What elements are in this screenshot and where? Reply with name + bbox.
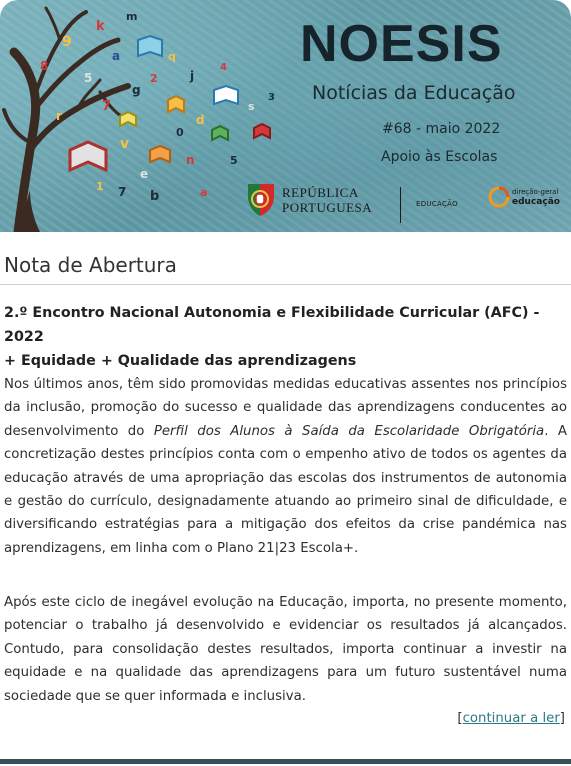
svg-text:1: 1 [96, 180, 104, 193]
dge-circle-icon [488, 186, 510, 208]
svg-text:7: 7 [102, 99, 112, 114]
read-more [457, 711, 565, 726]
headline-line-1: 2.º Encontro Nacional Autonomia e Flexibilidade Curricular (AFC) - 2022 [4, 305, 540, 345]
svg-text:a: a [200, 186, 208, 199]
svg-text:g: g [132, 83, 141, 97]
section-title: Nota de Abertura [4, 253, 177, 277]
read-more-link[interactable]: continuar a ler [462, 711, 560, 726]
svg-text:r: r [56, 109, 62, 123]
svg-text:a: a [112, 49, 121, 63]
svg-text:s: s [248, 100, 255, 113]
svg-text:v: v [120, 136, 130, 152]
section-divider [0, 284, 571, 285]
svg-text:n: n [186, 153, 195, 167]
article-headline [4, 301, 564, 373]
newsletter-banner [0, 0, 571, 232]
portugal-emblem-icon [244, 182, 278, 218]
svg-text:d: d [196, 113, 205, 127]
svg-text:0: 0 [176, 126, 184, 139]
republica-portuguesa-logo [244, 182, 372, 218]
dge-label-line1: direção-geral [512, 188, 559, 196]
article-paragraph-2: Após este ciclo de inegável evolução na Educação, importa, no presente momento, potenciar o trabalho já desenvolvido e evidenciar os resultados já alcançados. Contudo, para consolidação destes resultados, importa continuar a investir na equidade e na qualidade das aprendizagens para um futuro sustentável numa sociedade que se quer informada e inclusiva. [4, 595, 567, 704]
headline-line-2: + Equidade + Qualidade das aprendizagens [4, 353, 357, 369]
paragraph-1-text-start: Nos últimos anos, têm sido promovidas medidas educativas assentes nos princípios da inclusão, promoção do sucesso e qualidade das aprendizagens conducentes ao desenvolvimento do [4, 377, 567, 439]
svg-text:4: 4 [220, 62, 227, 73]
issue-number: #68 - maio 2022 [382, 121, 501, 137]
svg-text:j: j [190, 69, 195, 83]
svg-text:b: b [150, 189, 160, 204]
svg-text:9: 9 [62, 34, 72, 50]
svg-text:m: m [126, 10, 138, 23]
svg-text:7: 7 [118, 185, 127, 199]
svg-text:e: e [140, 167, 149, 181]
svg-text:k: k [96, 19, 105, 34]
article-paragraph-1 [4, 373, 567, 560]
perfil-dos-alunos-title: Perfil dos Alunos à Saída da Escolaridade Obrigatória [153, 423, 545, 439]
issue-theme: Apoio às Escolas [381, 149, 498, 165]
educacao-label: EDUCAÇÃO [416, 200, 458, 208]
dge-logo [488, 186, 560, 208]
logo-divider [400, 187, 401, 223]
read-more-close-bracket: ] [559, 711, 565, 726]
svg-text:q: q [168, 50, 176, 63]
newsletter-subtitle: Notícias da Educação [312, 82, 516, 104]
svg-text:2: 2 [150, 72, 158, 85]
svg-text:8: 8 [40, 59, 49, 73]
svg-text:5: 5 [84, 71, 93, 85]
svg-text:5: 5 [230, 154, 238, 167]
dge-label-line2: educação [512, 197, 560, 207]
read-more-open-bracket: [ [457, 711, 463, 726]
svg-text:3: 3 [268, 92, 275, 103]
paragraph-1-text-end: . A concretização destes princípios conta com o empenho ativo de todos os agentes da educação através de uma apropriação das escolas dos instrumentos de autonomia e gestão do currículo, designadamente atuando ao primeiro sinal de dificuldade, e diversificando estratégias para a mitigação dos efeitos da crise pandémica nas aprendizagens, em linha com o Plano 21|23 Escola+. [4, 423, 567, 556]
footer-bar [0, 759, 571, 764]
portuguesa-label: PORTUGUESA [282, 200, 373, 215]
republica-label: REPÚBLICA [282, 185, 359, 200]
newsletter-title: NOESIS [300, 15, 503, 73]
